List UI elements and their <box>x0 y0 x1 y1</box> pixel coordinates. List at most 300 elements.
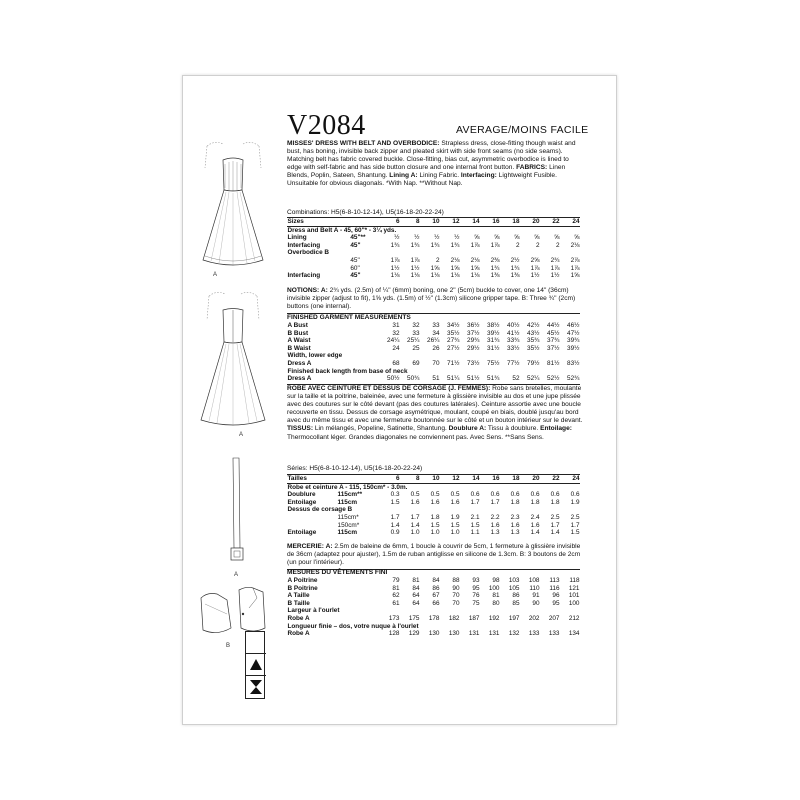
header-cell: 12 <box>440 475 460 484</box>
table-cell: 85 <box>512 599 520 607</box>
table-cell: 0.3 <box>390 491 400 499</box>
row-sublabel: 115cm** <box>337 491 363 499</box>
table-cell: 31 <box>392 322 400 329</box>
dress-front-illustration <box>185 138 280 278</box>
table-cell: 90 <box>532 599 540 607</box>
table-cell: 1.3 <box>510 529 520 537</box>
header-cell: 14 <box>460 475 480 484</box>
table-row <box>287 272 580 280</box>
table-cell: 2.3 <box>510 513 520 521</box>
mesures-title-text: MESURES DU VÊTEMENTS FINI <box>287 569 388 576</box>
table-cell: 24 <box>392 344 400 352</box>
table-cell: 1.1 <box>470 529 480 537</box>
table-cell: 1⅛ <box>470 272 480 280</box>
table-cell: 2⅜ <box>490 256 500 264</box>
table-cell: 26 <box>432 344 440 352</box>
table-cell: 33 <box>412 329 420 337</box>
table-row <box>287 322 580 330</box>
row-label: B Poitrine <box>287 584 318 592</box>
table-cell: 43½ <box>527 329 540 337</box>
header-cell: 6 <box>380 475 400 484</box>
table-cell: 71½ <box>447 359 460 367</box>
figure-label: A <box>239 432 244 438</box>
table-cell: 2⅞ <box>570 256 580 264</box>
table-cell: 2 <box>435 256 440 264</box>
header-cell: 16 <box>480 218 500 227</box>
table-cell: 46½ <box>567 322 580 329</box>
table-row <box>287 623 580 631</box>
table-cell: 0.6 <box>550 491 560 499</box>
table-cell: 1⅝ <box>450 264 460 272</box>
table-cell: ½ <box>394 234 400 242</box>
table-cell: 86 <box>432 584 440 592</box>
table-cell: 100 <box>568 599 580 607</box>
table-cell: 70 <box>452 599 460 607</box>
table-cell: 38½ <box>487 322 500 329</box>
table-cell: 25¼ <box>407 337 420 345</box>
header-cell: 22 <box>540 218 560 227</box>
table-cell: 75½ <box>487 359 500 367</box>
table-cell: 1.5 <box>470 521 480 529</box>
table-cell: 1.7 <box>390 513 400 521</box>
table-row <box>287 600 580 608</box>
table-cell: ⅝ <box>534 234 540 242</box>
table-cell: 175 <box>408 614 420 622</box>
table-cell: 1.5 <box>450 521 460 529</box>
table-cell: ½ <box>434 234 440 242</box>
row-label: Entoilage <box>287 529 317 537</box>
table-cell: 0.6 <box>470 491 480 499</box>
table-cell: 29½ <box>467 344 480 352</box>
table-cell: 1.5 <box>430 521 440 529</box>
table-cell: 36½ <box>467 322 480 329</box>
table-cell: 103 <box>508 577 520 584</box>
table-cell: 207 <box>548 614 560 622</box>
symbol-box <box>245 631 265 699</box>
table-cell: 1⅛ <box>410 272 420 280</box>
header-cell: 20 <box>520 475 540 484</box>
table-cell: 1.0 <box>410 529 420 537</box>
table-cell: 1⅝ <box>430 264 440 272</box>
table-cell: 70 <box>452 592 460 600</box>
table-cell: 1.5 <box>390 498 400 506</box>
interfacing-label: Interfacing: <box>460 172 497 180</box>
table-cell: 29¾ <box>467 337 480 345</box>
table-cell: 64 <box>412 599 420 607</box>
table-cell: 1.0 <box>450 529 460 537</box>
row-sublabel: 60" <box>350 264 360 272</box>
header-cell <box>350 218 380 227</box>
table-cell: 31½ <box>487 344 500 352</box>
figure-label: A <box>234 572 239 578</box>
header-cell: 14 <box>460 218 480 227</box>
lining-body: Lining Fabric. <box>419 172 460 180</box>
table-cell: 39¾ <box>567 337 580 345</box>
row-label: Robe A <box>287 630 310 638</box>
table-cell: 24¼ <box>387 337 400 345</box>
table-row <box>287 337 580 345</box>
table-cell: 2 <box>515 241 520 249</box>
table-cell: ⅝ <box>554 234 560 242</box>
table-cell: 1.6 <box>430 498 440 506</box>
table-cell: 93 <box>472 577 480 584</box>
table-cell: 1⅞ <box>490 241 500 249</box>
table-cell: 95 <box>472 584 480 592</box>
table-cell: 61 <box>392 599 400 607</box>
entoilage-label: Entoilage: <box>540 425 572 433</box>
row-sublabel: 115cm* <box>337 513 359 521</box>
table-cell: 52¼ <box>527 375 540 383</box>
table-cell: 113 <box>549 577 560 584</box>
table-cell: 133 <box>548 630 560 638</box>
table-cell: 1.4 <box>550 529 560 537</box>
table-cell: ⅝ <box>474 234 480 242</box>
table-cell: 95 <box>552 599 560 607</box>
header-cell: 8 <box>400 218 420 227</box>
table-cell: ⅝ <box>494 234 500 242</box>
row-label: A Bust <box>287 322 308 329</box>
table-row <box>287 242 580 250</box>
row-sublabel: 150cm* <box>337 521 360 529</box>
table-cell: 33¾ <box>507 337 520 345</box>
french-finished-table <box>287 577 580 638</box>
table-cell: ⅝ <box>574 234 580 242</box>
french-description <box>287 385 583 442</box>
table-cell: 88 <box>452 577 460 584</box>
header-cell: 22 <box>540 475 560 484</box>
table-cell: 2.4 <box>530 513 540 521</box>
table-cell: 1⅞ <box>570 264 580 272</box>
table-row <box>287 585 580 593</box>
table-row <box>287 375 580 383</box>
table-cell: 2 <box>535 241 540 249</box>
table-row <box>287 491 580 499</box>
row-label: Dress A <box>287 375 312 383</box>
pattern-number: V2084 <box>287 110 366 141</box>
tissus-label: TISSUS: <box>287 425 314 433</box>
table-cell: 202 <box>528 614 540 622</box>
table-cell: 1⅞ <box>410 256 420 264</box>
row-label: Longueur finie – dos, votre nuque à l'ourlet <box>287 622 419 630</box>
table-cell: 83½ <box>567 359 580 367</box>
table-header-row <box>287 218 580 227</box>
english-finished-table <box>287 322 580 383</box>
table-cell: 2.5 <box>550 513 560 521</box>
blank-symbol-icon <box>246 632 266 654</box>
table-cell: 69 <box>412 359 420 367</box>
row-label: A Taille <box>287 592 310 600</box>
row-label: Width, lower edge <box>287 352 343 360</box>
table-cell: 25 <box>412 344 420 352</box>
table-cell: 1.4 <box>390 521 400 529</box>
table-cell: 1.7 <box>570 521 580 529</box>
row-label <box>287 265 350 273</box>
table-cell: 52 <box>512 375 520 383</box>
entoilage-body: Thermocollant léger. Grandes diagonales ne conviennent pas. Avec Sens. **Sans Sens. <box>287 433 544 441</box>
finished-measurements-title <box>287 314 583 322</box>
table-cell: 131 <box>488 630 500 638</box>
table-cell: ⅝ <box>514 234 520 242</box>
table-cell: 2.1 <box>470 513 480 521</box>
table-row <box>287 607 580 615</box>
row-label <box>287 257 350 265</box>
table-cell: 98 <box>492 577 500 584</box>
fabrics-label: FABRICS: <box>516 164 548 172</box>
row-label <box>287 514 337 522</box>
header-cell <box>337 475 380 484</box>
dress-back-illustration <box>185 288 280 438</box>
table-cell: 2.5 <box>570 513 580 521</box>
row-label: B Taille <box>287 599 310 607</box>
table-cell: 52½ <box>547 375 560 383</box>
doublure-label: Doublure A: <box>448 425 487 433</box>
header-cell: Sizes <box>287 218 350 227</box>
table-row <box>287 257 580 265</box>
table-cell: 182 <box>448 614 460 622</box>
row-label: Dessus de corsage B <box>287 506 353 514</box>
table-cell: 37½ <box>547 344 560 352</box>
triangle-up-icon <box>246 654 266 676</box>
table-cell: 2⅝ <box>530 256 540 264</box>
table-cell: 84 <box>412 584 420 592</box>
table-cell: 1.6 <box>530 521 540 529</box>
table-cell: 1⅝ <box>570 272 580 280</box>
row-label: Overbodice B <box>287 249 330 257</box>
row-label: Interfacing <box>287 272 321 280</box>
table-cell: 1⅞ <box>390 256 400 264</box>
row-label: A Waist <box>287 337 311 345</box>
row-label: Largeur à l'ourlet <box>287 607 340 615</box>
table-cell: 130 <box>428 630 440 638</box>
table-cell: 51½ <box>467 375 480 383</box>
combinations-line: Combinations: H5(6-8-10-12-14), U5(16-18-20-22-24) <box>287 209 444 216</box>
table-cell: 26¼ <box>427 337 440 345</box>
table-cell: 1½ <box>390 264 400 272</box>
mesures-title <box>287 569 583 577</box>
table-cell: 51¼ <box>447 375 460 383</box>
table-cell: 1⅛ <box>390 272 400 280</box>
table-cell: 79 <box>392 577 400 584</box>
table-cell: 0.6 <box>570 491 580 499</box>
row-sublabel: 45" <box>350 256 360 264</box>
row-sublabel: 45" <box>350 241 361 249</box>
table-cell: 34 <box>432 329 440 337</box>
table-cell: 1.4 <box>530 529 540 537</box>
table-cell: 50½ <box>387 375 400 383</box>
table-cell: 32 <box>412 322 420 329</box>
english-notions <box>287 287 583 311</box>
table-cell: 0.6 <box>490 491 500 499</box>
series-line: Séries: H5(6-8-10-12-14), U5(16-18-20-22-24) <box>287 465 423 472</box>
interfacing-body: Lightweight Fusible. Unsuitable for obvious diagonals. *With Nap. **Without Nap. <box>287 172 557 188</box>
table-cell: 52¾ <box>567 375 580 383</box>
french-mercerie <box>287 543 583 567</box>
table-cell: 187 <box>468 614 480 622</box>
table-cell: 116 <box>549 584 560 592</box>
lining-label: Lining A: <box>389 172 418 180</box>
notions-label: NOTIONS: A: <box>287 287 328 294</box>
table-cell: 35¾ <box>527 337 540 345</box>
table-cell: 1½ <box>550 272 560 280</box>
table-cell: 197 <box>508 614 520 622</box>
table-row <box>287 249 580 257</box>
table-cell: 37¾ <box>547 337 560 345</box>
row-label: Finished back length from base of neck <box>287 367 408 375</box>
header-cell: 8 <box>400 475 420 484</box>
hourglass-icon <box>246 676 266 698</box>
table-cell: 27½ <box>447 344 460 352</box>
table-cell: 1⅛ <box>450 272 460 280</box>
table-cell: 1.7 <box>410 513 420 521</box>
table-cell: 1.7 <box>470 498 480 506</box>
table-row <box>287 330 580 338</box>
table-cell: 50¾ <box>407 375 420 383</box>
row-label: Lining <box>287 234 307 242</box>
row-sublabel: 45"** <box>350 234 366 242</box>
doublure-body: Tissu à doublure. <box>487 425 539 433</box>
table-row <box>287 630 580 638</box>
table-cell: 45½ <box>547 329 560 337</box>
header-cell: 10 <box>420 475 440 484</box>
row-label: Robe A <box>287 614 310 622</box>
table-cell: 51¾ <box>487 375 500 383</box>
table-cell: 108 <box>528 577 540 584</box>
table-cell: 1½ <box>530 272 540 280</box>
table-cell: 129 <box>408 630 420 638</box>
table-cell: 40½ <box>507 322 520 329</box>
table-cell: 1⅜ <box>510 272 520 280</box>
figure-label: B <box>226 643 231 649</box>
table-cell: 133 <box>528 630 540 638</box>
table-cell: 0.9 <box>390 529 400 537</box>
finished-title-text: FINISHED GARMENT MEASUREMENTS <box>287 314 411 321</box>
table-cell: 42½ <box>527 322 540 329</box>
table-cell: 1⅛ <box>430 272 440 280</box>
table-cell: 39½ <box>487 329 500 337</box>
table-cell: 77½ <box>507 359 520 367</box>
table-cell: 0.5 <box>450 491 460 499</box>
row-label: B Bust <box>287 329 309 337</box>
table-cell: 32 <box>392 329 400 337</box>
description-body: Strapless dress, close-fitting though waist and bust, has boning, invisible back zipper and pleated skirt with side front seams (no side seams). Matching belt has fabric covered buckle. Close-fitting, bias cut, asymmetric overbodice is lined to edge with self-fabric and has side button closure and one internal front button. <box>287 140 576 172</box>
table-cell: 121 <box>568 584 580 592</box>
table-cell: 132 <box>508 630 520 638</box>
table-cell: 134 <box>568 630 580 638</box>
table-cell: 81 <box>392 584 400 592</box>
table-cell: 76 <box>472 592 480 600</box>
header-cell: 6 <box>380 218 400 227</box>
english-description <box>287 140 583 189</box>
table-cell: 66 <box>432 599 440 607</box>
table-cell: 131 <box>468 630 480 638</box>
header-cell: 24 <box>560 475 580 484</box>
table-row <box>287 615 580 623</box>
row-label: Dress A <box>287 359 312 367</box>
table-cell: 1.8 <box>550 498 560 506</box>
table-cell: 64 <box>412 592 420 600</box>
table-cell: 47½ <box>567 329 580 337</box>
table-cell: 128 <box>388 630 400 638</box>
table-cell: 2⅛ <box>450 256 460 264</box>
table-cell: 1¾ <box>450 241 460 249</box>
row-label: Interfacing <box>287 241 321 249</box>
belt-illustration <box>227 456 247 571</box>
difficulty-level: AVERAGE/MOINS FACILE <box>456 124 589 136</box>
table-cell: 173 <box>388 614 400 622</box>
table-cell: 67 <box>432 592 440 600</box>
table-cell: 31¾ <box>487 337 500 345</box>
table-cell: 39½ <box>567 344 580 352</box>
table-row <box>287 226 580 234</box>
table-cell: 1.3 <box>490 529 500 537</box>
table-cell: 81 <box>492 592 500 600</box>
table-cell: 70 <box>432 359 440 367</box>
table-cell: 34½ <box>447 322 460 329</box>
table-cell: 44½ <box>547 322 560 329</box>
tissus-body: Lin mélangés, Popeline, Satinette, Shantung. <box>314 425 447 433</box>
description-title: MISSES' DRESS WITH BELT AND OVERBODICE: <box>287 140 440 147</box>
mercerie-label: MERCERIE: A: <box>287 543 333 550</box>
table-cell: 1.9 <box>450 513 460 521</box>
table-cell: 1¾ <box>510 264 520 272</box>
row-sublabel: 115cm <box>337 529 358 537</box>
table-cell: 0.6 <box>510 491 520 499</box>
table-cell: 2½ <box>510 256 520 264</box>
table-cell: 96 <box>552 592 560 600</box>
table-cell: 81 <box>412 577 420 584</box>
table-cell: 35½ <box>447 329 460 337</box>
table-cell: 1¾ <box>490 264 500 272</box>
header-cell: 20 <box>520 218 540 227</box>
header-cell: Tailles <box>287 475 337 484</box>
header-cell: 10 <box>420 218 440 227</box>
table-cell: 68 <box>392 359 400 367</box>
figure-label: A <box>213 272 218 278</box>
row-label: Doublure <box>287 491 316 499</box>
table-cell: 0.6 <box>530 491 540 499</box>
table-cell: 1.8 <box>530 498 540 506</box>
table-cell: 1⅞ <box>530 264 540 272</box>
header-cell: 24 <box>560 218 580 227</box>
table-cell: 101 <box>568 592 580 600</box>
header-cell: 18 <box>500 475 520 484</box>
table-cell: 37½ <box>467 329 480 337</box>
table-cell: 73½ <box>467 359 480 367</box>
table-row <box>287 522 580 530</box>
table-cell: 41½ <box>507 329 520 337</box>
table-cell: 86 <box>512 592 520 600</box>
table-cell: 212 <box>568 614 580 622</box>
table-cell: 2⅛ <box>470 256 480 264</box>
table-cell: 62 <box>392 592 400 600</box>
header-cell: 18 <box>500 218 520 227</box>
table-cell: 35½ <box>527 344 540 352</box>
row-label: B Waist <box>287 344 311 352</box>
table-cell: 33½ <box>507 344 520 352</box>
table-cell: 110 <box>529 584 540 592</box>
table-cell: 1.6 <box>450 498 460 506</box>
table-cell: ½ <box>454 234 460 242</box>
table-cell: 1.9 <box>570 498 580 506</box>
row-label: Dress and Belt A - 45, 60"* - 3¼ yds. <box>287 226 397 234</box>
table-cell: 33 <box>432 322 440 329</box>
table-row <box>287 514 580 522</box>
mercerie-body: 2.5m de baleine de 6mm, 1 boucle à couvrir de 5cm, 1 fermeture à glissière invisible de 36cm (adaptez pour ajuster), 1.5m de ruban antiglisse en silicone de 1.3cm. B: 3 boutons de 2cm (un pour l'intérieur). <box>287 543 581 567</box>
table-cell: 130 <box>448 630 460 638</box>
table-cell: 100 <box>488 584 500 592</box>
table-cell: 1.8 <box>430 513 440 521</box>
table-cell: 118 <box>569 577 580 584</box>
